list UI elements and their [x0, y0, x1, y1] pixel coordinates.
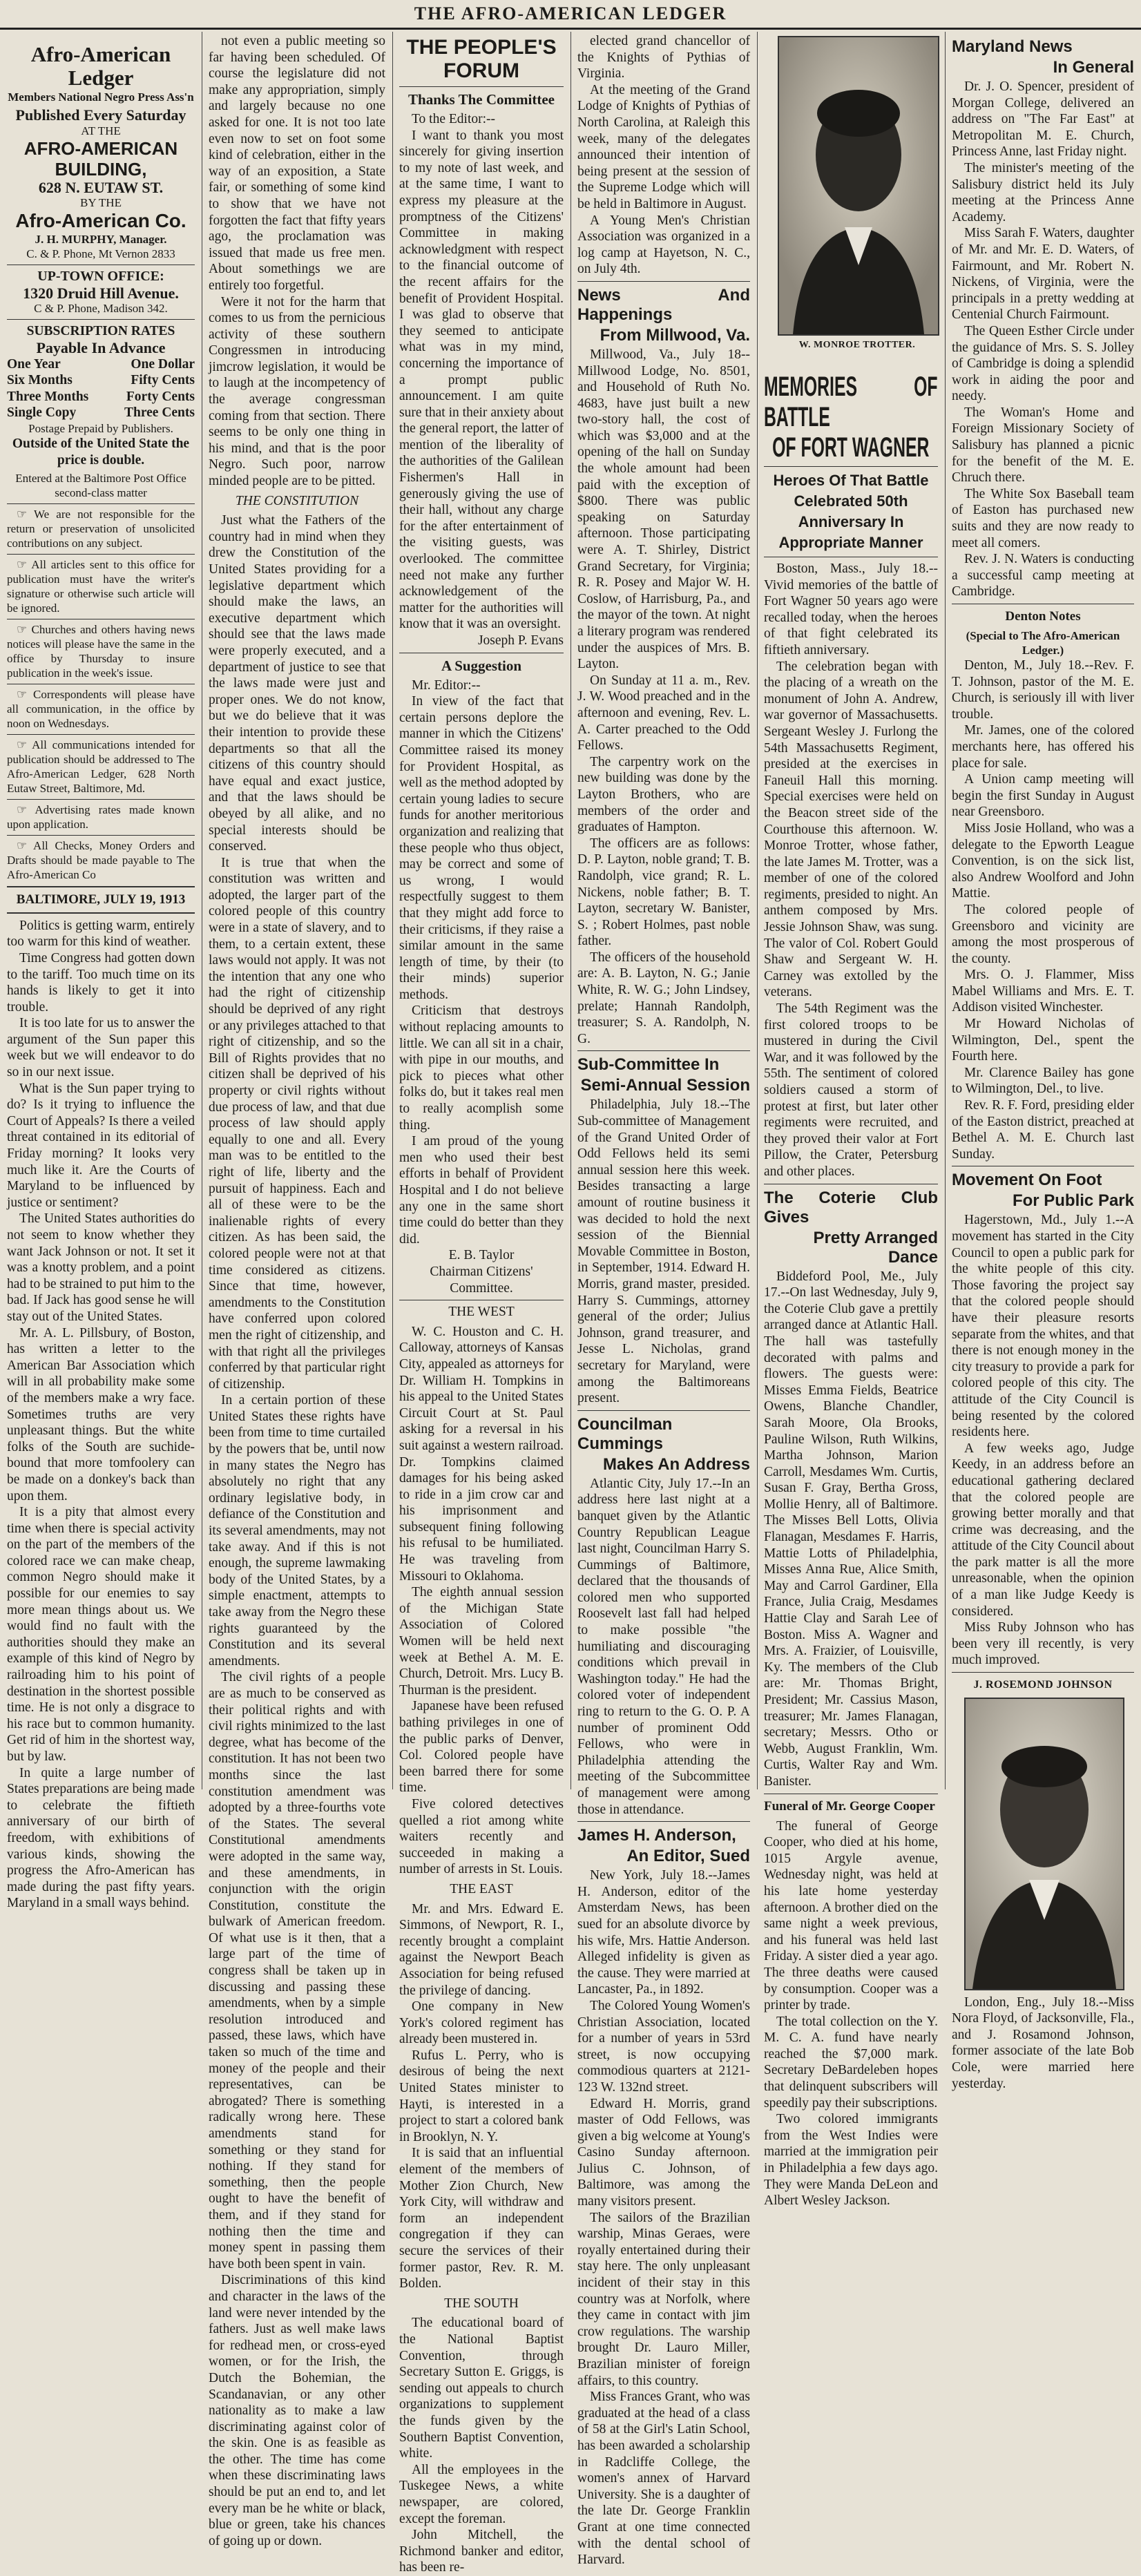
- news-paragraph: Miss Josie Holland, who was a delegate to the Epworth League Convention, is on the sick list, also Andrew Woolford and John Mattie.: [952, 820, 1134, 901]
- thanks-heading: Thanks The Committee: [408, 91, 555, 108]
- trotter-photo-block: [764, 33, 938, 372]
- funeral-article: [764, 1818, 938, 2209]
- rate-price: Fifty Cents: [131, 373, 195, 388]
- news-paragraph: Mr. Clarence Bailey has gone to Wilmington, Del., to live.: [952, 1065, 1134, 1097]
- denton-special: (Special to The Afro-American Ledger.): [966, 629, 1120, 657]
- editorial-paragraph: Politics is getting warm, entirely too warm for this kind of weather.: [7, 918, 195, 950]
- editorial-paragraph: The United States authorities do not seem to know whether they want Jack Johnson or not. It set it was a knotty problem, and a point had to be strained to put him to the bad. If Jack has good sense he will stay out of the United States.: [7, 1211, 195, 1324]
- anderson-headline-2: An Editor, Sued: [626, 1847, 750, 1866]
- company-name: Afro-American Co.: [15, 210, 186, 232]
- building-name: AFRO-AMERICAN BUILDING,: [23, 137, 178, 180]
- news-paragraph: The minister's meeting of the Salisbury district held its July meeting at the Princess Anne Academy.: [952, 160, 1134, 224]
- news-paragraph: The Queen Esther Circle under the guidance of Mrs. S. S. Jolley of Cambridge is doing a splendid work in aiding the poor and needy.: [952, 323, 1134, 404]
- constitution-paragraph: Discriminations of this kind and character in the laws of the land were never intended by the fathers. Just as well make laws for redhead men, or cross-eyed women, or for the Irish, the Dutch the Bohemian, the Scandanavian, or any other nationality as to make a law discriminating against color of the skin. One is as feasible as the other. The time has come when these discriminating laws should be put an end to, and let every man be he white or black, blue or green, take his chances of going up or down.: [209, 2273, 385, 2548]
- subcommittee-article: [577, 1097, 750, 1406]
- news-paragraph: John Mitchell, the Richmond banker and editor, has been re-: [399, 2528, 564, 2575]
- news-paragraph: Edward H. Morris, grand master of Odd Fellows, was given a big welcome at Young's Casino Sunday afternoon. Julius C. Johnson, of Baltimore, was among the many visitors present.: [577, 2096, 750, 2209]
- news-paragraph: Japanese have been refused bathing privileges in one of the public parks of Denver, Col. Colored people have been barred there for some time.: [399, 1699, 564, 1796]
- news-paragraph: Rev. J. N. Waters is conducting a successful camp meeting at Cambridge.: [952, 552, 1134, 599]
- johnson-photo-block: [952, 1698, 1134, 1995]
- news-paragraph: A Union camp meeting will begin the first Sunday in August near Greensboro.: [952, 772, 1134, 820]
- news-paragraph: The 54th Regiment was the first colored troops to be mustered in during the Civil War, and it was followed by the 55th. The sentiment of colored soldiers caused a storm of protest at first, but later other regiments were recruited, and they proved their valor at Fort Pillow, the Crater, Petersburg and other places.: [764, 1001, 938, 1179]
- divider: [7, 886, 195, 887]
- editorial-paragraph: In quite a large number of States preparations are being made to celebrate the fiftieth anniversary of our birth of freedom, with exhibitions of various kinds, showing the progress the Afro-American has made during the past fifty years. Maryland in a small ways behind.: [7, 1765, 195, 1911]
- notice-item: [7, 835, 195, 882]
- news-paragraph: Mr Howard Nicholas of Wilmington, Del., spent the Fourth here.: [952, 1017, 1134, 1064]
- rate-row: [7, 389, 195, 405]
- denton-heading: Denton Notes: [1005, 609, 1081, 624]
- news-paragraph: On Sunday at 11 a. m., Rev. J. W. Wood preached and in the afternoon and evening, Rev. L. A. Carter preached to the Odd Fellows.: [577, 673, 750, 753]
- uptown-address: 1320 Druid Hill Avenue.: [23, 284, 179, 302]
- news-paragraph: Five colored detectives quelled a riot among white waiters recently and succeeded in making a number of arrests in St. Louis.: [399, 1796, 564, 1877]
- trotter-portrait: [778, 36, 939, 336]
- payable-heading: Payable In Advance: [36, 338, 166, 356]
- news-paragraph: The sailors of the Brazilian warship, Minas Geraes, were royally entertained during their stay here. The only unpleasant incident of their stay in this country was at Norfolk, where they came in contact with jim crow regulations. The warship brought Dr. Lauro Miller, Brazilian minister of foreign affairs, to this country.: [577, 2210, 750, 2388]
- news-paragraph: The educational board of the National Baptist Convention, through Secretary Sutton E. Griggs, is sending out appeals to church organizations to supplement the funds given by the Southern Baptist Convention, white.: [399, 2316, 564, 2461]
- editorial-paragraph: Mr. A. L. Pillsbury, of Boston, has written a letter to the American Bar Association which will in all probability make some of the members make a wry face. Sometimes truths are very unpleasant things. But the white folks of the South are suchide-bound that more tomfoolery can be made on a donkey's back than upon them.: [7, 1325, 195, 1503]
- rate-price: Forty Cents: [126, 389, 195, 404]
- divider: [7, 912, 195, 914]
- news-paragraph: The total collection on the Y. M. C. A. fund have nearly reached the $7,000 mark. Secretary DeBardeleben hopes that delinquent subscribers will speedily pay their subscriptions.: [764, 2014, 938, 2111]
- news-paragraph: Rev. R. F. Ford, presiding elder of the Easton district, preached at Bethel A. M. E. Church last Sunday.: [952, 1098, 1134, 1162]
- memories-headline: MEMORIES OF BATTLE: [764, 372, 938, 432]
- constitution-heading: THE CONSTITUTION: [235, 493, 359, 508]
- suggestion-letter: [399, 677, 564, 1248]
- editorial-list: [7, 918, 195, 1912]
- east-news: [399, 1901, 564, 2292]
- memories-article: [764, 561, 938, 1180]
- subcommittee-headline-2: Semi-Annual Session: [580, 1076, 750, 1095]
- maryland-news: [952, 79, 1134, 600]
- notice-list: [7, 503, 195, 882]
- rate-label: One Year: [7, 356, 61, 372]
- column-4: [570, 33, 757, 2568]
- trotter-caption: W. MONROE TROTTER.: [798, 340, 916, 350]
- paper-name: Afro-American Ledger: [30, 42, 171, 90]
- coterie-headline-2: Pretty Arranged Dance: [813, 1228, 938, 1267]
- constitution-paragraph: Just what the Fathers of the country had in mind when they drew the Constitution of the United States providing for a legislative department which should make the laws, an executive department which should see that the laws made were properly executed, and a department of justice to see that the laws made were just and proper ones. We do not know, but we do believe that it was their intention to provide these departments so that all the citizens of this country should have equal and exact justice, and that the laws should be obeyed by all alike, and no special interests should be conserved.: [209, 513, 385, 854]
- column-5: [757, 33, 945, 2209]
- rate-row: [7, 405, 195, 421]
- news-paragraph: The eighth annual session of the Michigan State Association of Colored Women will be held next week at Bethel A. M. E. Church, Detroit. Mrs. Lucy B. Thurman is the president.: [399, 1585, 564, 1698]
- column-2: [202, 33, 392, 2548]
- news-paragraph: Philadelphia, July 18.--The Sub-committee of Management of the Grand United Order of Odd Fellows held its semi annual session here this week. Besides transacting a large amount of routine business it was decided to hold the next session of the Biennial Movable Committee in Boston, in September, 1914. Edward H. Morris, grand master, presided. Harry S. Cummings, attorney general of the order; Julius Johnson, grand treasurer, and Jesse L. Nicholas, grand secretary for Maryland, were among the Baltimoreans present.: [577, 1097, 750, 1406]
- news-paragraph: The funeral of George Cooper, who died at his home, 1015 Argyle avenue, Wednesday night, was held at his late home yesterday afternoon. A brother died on the same night a week previous, and his funeral was held last Friday. A sister died a year ago. The three deaths were caused by consumption. Cooper was a printer by trade.: [764, 1818, 938, 2013]
- east-heading: THE EAST: [450, 1881, 513, 1896]
- editorial-paragraph: It is a pity that almost every time when there is special activity on the part of the members of the colored race we can make cheap, common Negro should make it possible for our enemies to say more mean things about us. We would find no fault with the authorities should they make an example of this kind of Negro by railroading him to his point of destination in the shortest possible time. He is not only a disgrace to his race but to common humanity. Get rid of him in the shortest way, but by law.: [7, 1505, 195, 1764]
- column-3: [392, 33, 570, 2575]
- letter-paragraph: I want to thank you most sincerely for giving insertion to my note of last week, and at the same time, I want to express my pleasure at the promptness of the Citizens' Committee in making acknowledgment with respect to the financial outcome of the recent affairs for the benefit of Provident Hospital. I was glad to observe that they seemed to anticipate what was in my mind, concerning the importance of a prompt public announcement. I am quite sure that in their anxiety about the general report, the latter of mention of the liberality of the authorities of the Galilean Fishermen's Hall in generously giving the use of their hall, without any charge for the after entertainment of the visiting guests, was overlooked. The committee need not make any further acknowledgement of the matter for the authorities will know that it was an oversight.: [399, 128, 564, 632]
- editorial-continued: [209, 33, 385, 490]
- constitution-article: [209, 512, 385, 2549]
- news-paragraph: Hagerstown, Md., July 1.--A movement has started in the City Council to open a public park for the white people of this city. Those favoring the project say that the colored people should have their pleasure resorts separate from the whites, and that there is not enough money in the city treasury to provide a park for colored people of this city. The attitude of the City Council is being resented by the colored residents here.: [952, 1213, 1134, 1440]
- column-6: [945, 33, 1141, 2091]
- news-paragraph: Miss Frances Grant, who was graduated at the head of a class of 58 at the Girl's Latin School, has been awarded a scholarship in Radcliffe College, the women's annex of Harvard University. She is a daughter of the late Dr. George Franklin Grant at one time connected with the dental school of Harvard.: [577, 2390, 750, 2568]
- news-paragraph: Atlantic City, July 17.--In an address here last night at a banquet given by the Atlantic Country Republican League last night, Councilman Harry S. Cummings of Baltimore, declared that the thousands of colored men who supported Roosevelt last fall had helped to make possible "the humiliating and discouraging conditions which prevail in Washington today." He had the colored voter of independent ring to return to the G. O. P. A number of prominent Odd Fellows, who were in Philadelphia attending the meeting of the Subcommittee of management were among those in attendance.: [577, 1476, 750, 1817]
- rate-price: Three Cents: [124, 405, 195, 421]
- editorial-paragraph: What is the Sun paper trying to do? Is it trying to influence the Court of Appeals? Is there a veiled threat contained in its editorial of Friday morning? It looks very much like it. Are the Courts of Maryland to be influenced by justice or sentiment?: [7, 1081, 195, 1210]
- masthead: THE AFRO-AMERICAN LEDGER: [0, 0, 1141, 30]
- news-paragraph: Mrs. O. J. Flammer, Miss Mabel Williams and Mrs. E. T. Addison visited Winchester.: [952, 968, 1134, 1015]
- column-1: [0, 33, 202, 1911]
- funeral-heading: Funeral of Mr. George Cooper: [764, 1798, 935, 1814]
- editorial-paragraph: not even a public meeting so far having been scheduled. Of course the legislature did not make any appropriation, simply and largely because no one asked for one. It is not too late even now to set on foot some kind of celebration, either in the way of an exposition, a State fair, or something of some kind to show that we have not forgotten the fact that fifty years ago, the proclamation was issued that made us free men. About somethings we are entirely too forgetful.: [209, 34, 385, 293]
- news-paragraph: Mr. James, one of the colored merchants here, has offered his place for sale.: [952, 723, 1134, 771]
- notice-text: ☞ All Checks, Money Orders and Drafts should be made payable to The Afro-American Co: [7, 839, 195, 882]
- south-heading: THE SOUTH: [444, 2296, 519, 2311]
- uptown-phone: C & P. Phone, Madison 342.: [34, 302, 168, 316]
- news-paragraph: The officers of the household are: A. B. Layton, N. G.; Janie White, R. W. G.; John Lindsey, prelate; Hannah Randolph, treasurer; S. A. Randolph, N. G.: [577, 950, 750, 1046]
- published-line: Published Every Saturday: [15, 106, 186, 124]
- rate-label: Single Copy: [7, 405, 77, 421]
- notice-item: [7, 734, 195, 796]
- news-paragraph: At the meeting of the Grand Lodge of Knights of Pythias of North Carolina, at Raleigh this week, many of the delegates announced their intention of being present at the session of the Supreme Lodge which will be held in Baltimore in August.: [577, 82, 750, 211]
- subscription-heading: SUBSCRIPTION RATES: [26, 324, 175, 339]
- news-paragraph: It is said that an influential element of the members of Mother Zion Church, New York City, will withdraw and form an independent congregation if they can secure the services of their former pastor, Rev. R. M. Bolden.: [399, 2146, 564, 2291]
- editorial-paragraph: Were it not for the harm that comes to us from the pernicious activity of these southern Congressmen in introducing jimcrow legislation, it would be to laugh at the incompetency of the average congressman coming from that section. There seems to be only one thing in his mind, and that is the poor Negro. Such poor, narrow minded people are to be pitted.: [209, 294, 385, 489]
- news-paragraph: Rufus L. Perry, who is desirous of being the next United States minister to Hayti, is interested in a project to start a colored bank in Brooklyn, N. Y.: [399, 2048, 564, 2144]
- news-paragraph: A Young Men's Christian Association was organized in a log camp at Hayetson, N. C., on July 4th.: [577, 213, 750, 277]
- memories-headline-2: OF FORT WAGNER: [772, 432, 930, 463]
- letter-paragraph: Mr. Editor:--: [412, 677, 481, 693]
- south-news: [399, 2315, 564, 2576]
- news-paragraph: The officers are as follows: D. P. Layton, noble grand; T. B. Randolph, vice grand; R. L. Nickens, noble father; B. T. Layton, secretary W. Banister, S. ; Robert Holmes, past noble father.: [577, 836, 750, 949]
- news-paragraph: The Colored Young Women's Christian Association, located for a number of years in 53rd street, is now occupying commodious quarters at 2121-123 W. 132nd street.: [577, 1998, 750, 2095]
- lodge-news: [577, 33, 750, 278]
- entered-line: Entered at the Baltimore Post Office second-class matter: [15, 472, 186, 500]
- coterie-headline: The Coterie Club Gives: [764, 1188, 938, 1227]
- notice-text: ☞ All articles sent to this office for publication must have the writer's signature or otherwise such article will be ignored.: [7, 558, 195, 615]
- news-paragraph: The Woman's Home and Foreign Missionary Society of Salisbury has planned a picnic for the benefit of the M. E. Chruch there.: [952, 405, 1134, 486]
- rate-row: [7, 372, 195, 389]
- notice-text: ☞ Advertising rates made known upon application.: [7, 803, 195, 832]
- news-paragraph: Two colored immigrants from the West Indies were married at the immigration peir in Philadelphia a few days ago. They were Manda DeLeon and Albert Wesley Jackson.: [764, 2112, 938, 2209]
- members-line: Members National Negro Press Ass'n: [8, 90, 194, 104]
- notice-item: [7, 554, 195, 615]
- news-paragraph: One company in New York's colored regiment has already been mustered in.: [399, 1999, 564, 2047]
- cummings-article: [577, 1476, 750, 1818]
- notice-text: ☞ We are not responsible for the return or preservation of unsolicited contributions on any subject.: [7, 508, 195, 550]
- letter-paragraph: Criticism that destroys without replacing amounts to little. We can all sit in a chair, with pipe in our mouths, and pick to pieces what other folks do, but it takes real men to really acomplish some thing.: [399, 1003, 564, 1133]
- news-paragraph: Miss Ruby Johnson who has been very ill recently, is very much improved.: [952, 1620, 1134, 1668]
- maryland-headline-2: In General: [1053, 58, 1134, 77]
- news-paragraph: The White Sox Baseball team of Easton has purchased new suits and they are now ready to meet all comers.: [952, 486, 1134, 550]
- maryland-headline: Maryland News: [952, 37, 1073, 56]
- news-paragraph: Boston, Mass., July 18.--Vivid memories of the battle of Fort Wagner 50 years ago were recalled today, when the heroes of that fight celebrated its fiftieth anniversary.: [764, 561, 938, 657]
- notice-item: [7, 799, 195, 832]
- rate-price: One Dollar: [131, 356, 195, 372]
- anderson-headline: James H. Anderson,: [577, 1826, 736, 1845]
- johnson-caption: J. ROSEMOND JOHNSON: [973, 1679, 1113, 1691]
- rate-label: Three Months: [7, 389, 89, 404]
- news-paragraph: Millwood, Va., July 18--Millwood Lodge, No. 8501, and Household of Ruth No. 4683, have just built a new two-story hall, the cost of which was $3,000 and at the opening of the hall on Sunday the whole amount had been paid with the exception of $800. There was public speaking on Saturday afternoon. Those participating were A. T. Shirley, District Grand Secretary, for Virginia; R. R. Posey and Major W. H. Coslow, of Harrisburg, Pa., and the mayor of the town. At night a literary program was rendered under the auspices of Mrs. B. Layton.: [577, 347, 750, 672]
- letter-paragraph: To the Editor:--: [412, 112, 496, 126]
- divider: [577, 1410, 750, 1411]
- movement-article: [952, 1212, 1134, 1669]
- news-paragraph: All the employees in the Tuskegee News, a white newspaper, are colored, except the foreman.: [399, 2462, 564, 2526]
- news-paragraph: Denton, M., July 18.--Rev. F. T. Johnson, pastor of the M. E. Church, is seriously ill with liver trouble.: [952, 658, 1134, 722]
- thanks-letter: [399, 111, 564, 633]
- news-paragraph: Biddeford Pool, Me., July 17.--On last Wednesday, July 9, the Coterie Club gave a prettily arranged dance at Atlantic Hall. The hall was tastefully decorated with palms and flowers. The guests were: Misses Emma Fields, Beatrice Owens, Blanche Chandler, Sarah Moore, Ola Brooks, Pauline Wilson, Ruth Wilkins, Martha Johnson, Marion Carroll, Mesdames Wm. Curtis, Susan F. Gray, Bertha Gross, Mollie Henry, all of Baltimore. The Misses Bell Lotts, Olivia Flanagan, Mesdames F. Harris, Mattie Lotts of Philadelphia, Misses Anna Rue, Alice Smith, May and Carrol Gardiner, Ella France, Julia Craig, Mesdames Hattie Clay and Sarah Lee of Boston. Miss A. Wagner and Mrs. A. Fraizier, of Louisville, Ky. The members of the Club are: Mr. Thomas Bright, President; Mr. Cassius Mason, treasurer; Mr. James Flanagan, secretary; Messrs. Otho or Webb, August Franklin, Wm. Curtis, Walter Ray and Wm. Banister.: [764, 1269, 938, 1789]
- subcommittee-headline: Sub-Committee In: [577, 1055, 720, 1075]
- letter-paragraph: I am proud of the young men who used their best efforts in behalf of Provident Hospital and I do not believe any one in the same short time could do better than they did.: [399, 1134, 564, 1247]
- phone-line: C. & P. Phone, Mt Vernon 2833: [26, 247, 175, 261]
- news-paragraph: Miss Sarah F. Waters, daughter of Mr. and Mr. E. D. Waters, of Fairmount, and Mr. Robert N. Nickens, of Virginia, were the principals in a pretty wedding at Centenial Church Fairmount.: [952, 226, 1134, 323]
- divider: [399, 86, 564, 87]
- rate-row: [7, 356, 195, 373]
- letter-paragraph: In view of the fact that certain persons deplore the manner in which the Citizens' Committee raised its money for Provident Hospital, as well as the method adopted by certain young ladies to secure funds for another meritorious organization and realizing that these people who thus object, may be correct and some of us wrong, I would respectfully suggest to them that they might add force to their criticisms, if they raise a similar amount in the same length of time, by their (to their minds) superior methods.: [399, 694, 564, 1002]
- suggestion-heading: A Suggestion: [441, 657, 522, 674]
- johnson-portrait: [964, 1698, 1124, 1990]
- rate-label: Six Months: [7, 373, 73, 388]
- news-paragraph: The carpentry work on the new building was done by the Layton Brothers, who are members of the order and graduates of Hampton.: [577, 754, 750, 835]
- manager-line: J. H. MURPHY, Manager.: [35, 233, 167, 247]
- west-heading: THE WEST: [448, 1305, 515, 1320]
- london-article: [952, 1995, 1134, 2093]
- uptown-office: UP-TOWN OFFICE:: [37, 269, 164, 285]
- news-paragraph: elected grand chancellor of the Knights of Pythias of Virginia.: [577, 34, 750, 81]
- suggestion-signature-title: Chairman Citizens' Committee.: [430, 1264, 533, 1296]
- news-paragraph: New York, July 18.--James H. Anderson, editor of the Amsterdam News, has been sued for an absolute divorce by his wife, Mrs. Hattie Anderson. Alleged infidelity is given as the cause. They were married at Lancaster, Pa., in 1892.: [577, 1868, 750, 1997]
- divider: [952, 1672, 1134, 1673]
- denton-notes: [952, 657, 1134, 1162]
- divider: [764, 466, 938, 467]
- movement-headline-2: For Public Park: [1012, 1191, 1134, 1211]
- constitution-paragraph: In a certain portion of these United States these rights have been from time to time curtailed by the powers that be, until now in many states the Negro has absolutely no right that any ordinary legislative body, in defiance of the Constitution and its several amendments, may not take away. And if this is not enough, the supreme lawmaking body of the United States, by a simple enactment, attempts to take away from the Negro these rights guaranteed by the Constitution and its several amendments.: [209, 1393, 385, 1669]
- divider: [577, 1050, 750, 1051]
- constitution-paragraph: The civil rights of a people are as much to be conserved as their political rights and with civil rights minimized to the last degree, what has become of the constitution. It has not been two months since the last constitution amendment was adopted by a three-fourths vote of the States. The several Constitutional amendments were adopted in the same way, and these amendments, in conjunction with the origin Constitution, constitute the bulwark of American freedom. Of what use is it then, that a large part of the time of congress shall be taken up in discussing and passing these amendments, when by a simple resolution introduced and passed, these laws, which have taken so much of the time and money of the people and their representatives, can be abrogated? There is something radically wrong here. These amendments stand for something or they stand for nothing. If they stand for something, then the people ought to have the benefit of them, and if they stand for nothing then the time and money spent in passing them have both been spent in vain.: [209, 1670, 385, 2271]
- notice-item: [7, 619, 195, 680]
- dateline: BALTIMORE, JULY 19, 1913: [16, 892, 186, 907]
- forum-title: THE PEOPLE'S FORUM: [406, 36, 557, 82]
- office-address: 628 N. EUTAW ST.: [38, 178, 164, 196]
- notice-text: ☞ Correspondents will please have all communication, in the office by noon on Wednesdays.: [7, 688, 195, 731]
- cummings-headline: Councilman Cummings: [577, 1414, 673, 1453]
- news-paragraph: The celebration began with the placing of a wreath on the monument of John A. Andrew, war governor of Massachusetts. Sergeant Wesley J. Furlong the 54th Massachusetts Regiment, presided at the exercises in Faneuil Hall this morning. Special exercises were held on the Beacon street side of the Courthouse this afternoon. W. Monroe Trotter, whose father, the late James M. Trotter, was a member of one of the colored regiments, presided to night. An anthem composed by Mrs. Jessie Johnson Shaw, was sung. The valor of Col. Robert Gould Shaw and Sergeant W. H. Carney was extolled by the veterans.: [764, 659, 938, 1000]
- outside-price: Outside of the United State the price is double.: [12, 436, 190, 468]
- coterie-article: [764, 1269, 938, 1790]
- suggestion-signature-name: E. B. Taylor: [448, 1248, 515, 1263]
- news-paragraph: W. C. Houston and C. H. Calloway, attorneys of Kansas City, appealed as attorneys for Dr. William H. Tompkins in his appeal to the United States Circuit Court at St. Paul asking for a reversal in his suit against a western railroad. Dr. Tompkins claimed damages for his being asked to ride in a jim crow car and his imprisonment and subsequent fining following his refusal to be humiliated. He was traveling from Missouri to Oklahoma.: [399, 1324, 564, 1584]
- news-paragraph: A few weeks ago, Judge Keedy, in an address before an educational gathering declared that the colored people are growing better morally and that crime was decreasing, and the attitude of the City Council about the park matter is all the more unreasonable, when the opinion of a man like Judge Keedy is considered.: [952, 1441, 1134, 1619]
- by-the-line: BY THE: [80, 196, 122, 210]
- news-paragraph: The colored people of Greensboro and vicinity are among the most prosperous of the county.: [952, 902, 1134, 966]
- memories-deck: Heroes Of That Battle Celebrated 50th Anniversary In Appropriate Manner: [773, 472, 929, 551]
- notice-text: ☞ All communications intended for publication should be addressed to The Afro-American Ledger, 628 North Eutaw Street, Baltimore, Md.: [7, 738, 195, 796]
- news-paragraph: Dr. J. O. Spencer, president of Morgan College, delivered an address on "The Far East" at Metropolitan M. E. Church, Princess Anne, last Friday night.: [952, 79, 1134, 160]
- thanks-signature: Joseph P. Evans: [477, 633, 564, 648]
- millwood-article: [577, 347, 750, 1048]
- cummings-headline-2: Makes An Address: [603, 1454, 750, 1474]
- divider: [577, 281, 750, 282]
- notice-item: [7, 503, 195, 550]
- movement-headline: Movement On Foot: [952, 1171, 1102, 1190]
- news-paragraph: London, Eng., July 18.--Miss Nora Floyd, of Jacksonville, Fla., and J. Rosamond Johnson, former associate of the late Bob Cole, were married here yesterday.: [952, 1995, 1134, 2091]
- divider: [7, 319, 195, 320]
- millwood-headline: News And Happenings: [577, 285, 750, 324]
- divider: [577, 1821, 750, 1822]
- west-news: [399, 1324, 564, 1878]
- editorial-paragraph: It is too late for us to answer the argument of the Sun paper this week but we will endeavor to do so in our next issue.: [7, 1016, 195, 1080]
- at-the-line: AT THE: [81, 124, 121, 137]
- notice-item: [7, 684, 195, 731]
- notice-text: ☞ Churches and others having news notices will please have the same in the office by Thursday to insure publication in the week's issue.: [7, 623, 195, 680]
- rate-list: [7, 356, 195, 421]
- news-paragraph: Mr. and Mrs. Edward E. Simmons, of Newport, R. I., recently brought a complaint against the Newport Beach Association for being refused the privilege of dancing.: [399, 1901, 564, 1998]
- editorial-paragraph: Time Congress had gotten down to the tariff. Too much time on its hands is likely to get it into trouble.: [7, 950, 195, 1015]
- anderson-article: [577, 1867, 750, 2568]
- postage-line: Postage Prepaid by Publishers.: [28, 421, 173, 435]
- millwood-headline-2: From Millwood, Va.: [600, 325, 750, 345]
- constitution-paragraph: It is true that when the constitution was written and adopted, the larger part of the colored people of this country were in a state of slavery, and to them, to a certain extent, these laws would not apply. It was not the intention that any one who had the right of citizenship should be deprived of any right or any privileges attached to that right of citizenship, and so the Bill of Rights provides that no citizen shall be deprived of his property or civil rights without due process of law, and that due process of law should apply equally to one and all. Every man was to be entitled to the right of life, liberty and the pursuit of happiness. Each and all of these were to be the inalienable rights of every citizen. As has been said, the colored people were not at that time considered as citizens. Since that time, however, amendments to the Constitution have conferred upon colored men the right of citizenship, and with that right all the privileges conferred by that particular right of citizenship.: [209, 855, 385, 1392]
